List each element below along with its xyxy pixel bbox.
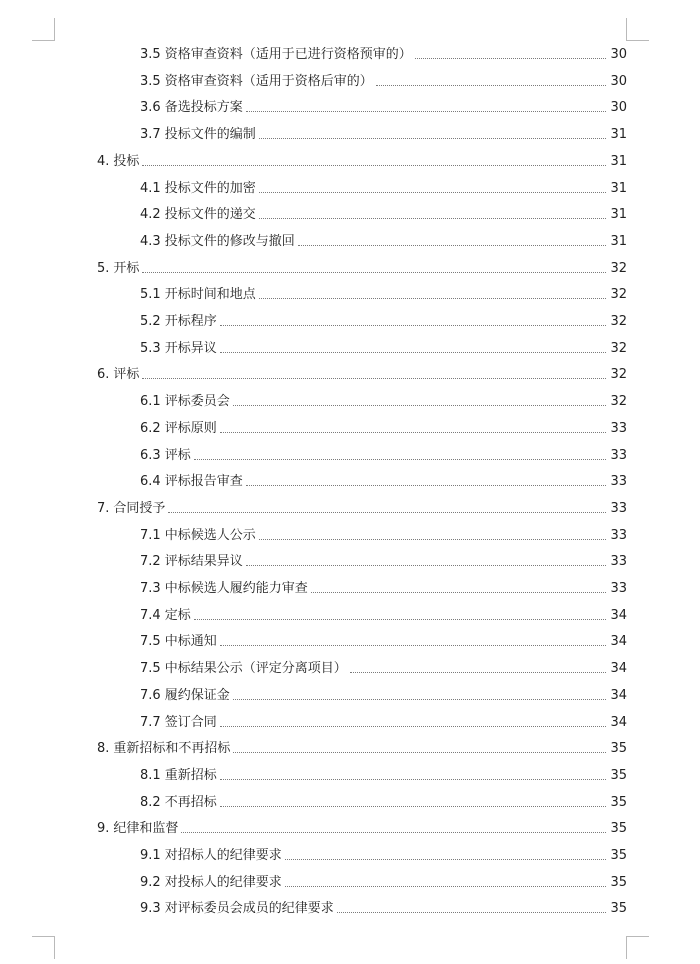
toc-subsection-entry[interactable]	[140, 657, 627, 677]
toc-dot-leader	[233, 699, 607, 700]
toc-entry-number: 9.3	[140, 901, 161, 917]
toc-entry-number: 5.1	[140, 287, 161, 303]
toc-entry-number: 4.3	[140, 233, 161, 249]
toc-entry-page-number: 31	[610, 127, 627, 143]
page-corner-mark-bottom-left	[32, 936, 55, 959]
toc-entry-number: 4.	[97, 153, 110, 169]
toc-dot-leader	[259, 298, 607, 299]
toc-entry-title: 履约保证金	[164, 687, 230, 703]
toc-entry-number: 8.	[97, 741, 110, 757]
toc-dot-leader	[285, 886, 607, 887]
toc-entry-number: 7.5	[140, 661, 161, 677]
toc-dot-leader	[376, 85, 607, 86]
toc-entry-title: 中标候选人公示	[164, 527, 256, 543]
toc-entry-page-number: 33	[610, 527, 627, 543]
toc-subsection-entry[interactable]	[140, 791, 627, 811]
toc-entry-page-number: 34	[610, 661, 627, 677]
toc-entry-title: 投标文件的修改与撤回	[164, 233, 295, 249]
toc-entry-page-number: 33	[610, 581, 627, 596]
toc-entry-page-number: 32	[610, 314, 627, 329]
toc-entry-page-number: 34	[610, 634, 627, 650]
toc-entry-title: 纪律和监督	[113, 821, 179, 837]
toc-entry-number: 3.7	[140, 127, 161, 143]
toc-subsection-entry[interactable]	[140, 604, 627, 624]
toc-dot-leader	[415, 58, 607, 59]
toc-section-entry[interactable]	[97, 257, 627, 277]
toc-entry-title: 签订合同	[164, 714, 217, 730]
toc-dot-leader	[298, 245, 607, 246]
toc-subsection-entry[interactable]	[140, 177, 627, 197]
toc-entry-title: 评标	[164, 447, 191, 463]
toc-entry-title: 中标结果公示（评定分离项目）	[164, 661, 347, 677]
toc-entry-page-number: 32	[610, 367, 627, 383]
toc-entry-number: 9.1	[140, 848, 161, 863]
toc-entry-page-number: 35	[610, 767, 627, 783]
toc-entry-number: 4.1	[140, 180, 161, 196]
toc-entry-page-number: 30	[610, 100, 627, 116]
toc-subsection-entry[interactable]	[140, 417, 627, 437]
toc-entry-number: 6.4	[140, 474, 161, 490]
toc-dot-leader	[259, 192, 607, 193]
toc-entry-page-number: 35	[610, 874, 627, 890]
toc-entry-title: 开标程序	[164, 314, 217, 329]
toc-entry-number: 7.	[97, 500, 110, 516]
toc-subsection-entry[interactable]	[140, 390, 627, 410]
toc-dot-leader	[259, 539, 607, 540]
toc-subsection-entry[interactable]	[140, 337, 627, 357]
toc-dot-leader	[246, 565, 607, 566]
toc-entry-title: 投标文件的加密	[164, 180, 256, 196]
toc-entry-title: 对投标人的纪律要求	[164, 874, 282, 890]
toc-subsection-entry[interactable]	[140, 577, 627, 597]
toc-entry-title: 对评标委员会成员的纪律要求	[164, 901, 334, 917]
toc-entry-title: 投标文件的递交	[164, 207, 256, 223]
toc-dot-leader	[350, 672, 607, 673]
toc-dot-leader	[259, 138, 607, 139]
toc-entry-page-number: 32	[610, 340, 627, 356]
toc-entry-number: 9.2	[140, 874, 161, 890]
toc-entry-number: 3.5	[140, 47, 161, 62]
toc-entry-page-number: 35	[610, 901, 627, 917]
toc-entry-page-number: 35	[610, 794, 627, 810]
toc-section-entry[interactable]	[97, 817, 627, 837]
toc-entry-number: 7.1	[140, 527, 161, 543]
toc-entry-page-number: 35	[610, 741, 627, 757]
toc-entry-number: 4.2	[140, 207, 161, 223]
toc-dot-leader	[220, 325, 607, 326]
toc-entry-title: 评标	[113, 367, 140, 383]
toc-dot-leader	[181, 832, 606, 833]
toc-subsection-entry[interactable]	[140, 550, 627, 570]
toc-entry-title: 中标通知	[164, 634, 217, 650]
toc-subsection-entry[interactable]	[140, 470, 627, 490]
toc-entry-page-number: 31	[610, 207, 627, 223]
toc-subsection-entry[interactable]	[140, 684, 627, 704]
toc-entry-number: 3.5	[140, 73, 161, 89]
toc-dot-leader	[220, 726, 607, 727]
toc-entry-number: 8.1	[140, 767, 161, 783]
toc-subsection-entry[interactable]	[140, 43, 627, 63]
toc-subsection-entry[interactable]	[140, 871, 627, 891]
toc-dot-leader	[142, 378, 606, 379]
toc-subsection-entry[interactable]	[140, 444, 627, 464]
toc-section-entry[interactable]	[97, 737, 627, 757]
toc-entry-number: 7.5	[140, 634, 161, 650]
toc-subsection-entry[interactable]	[140, 96, 627, 116]
toc-subsection-entry[interactable]	[140, 844, 627, 864]
toc-dot-leader	[246, 485, 607, 486]
toc-entry-number: 6.	[97, 367, 110, 383]
toc-dot-leader	[194, 619, 607, 620]
toc-entry-number: 9.	[97, 821, 110, 837]
toc-entry-page-number: 32	[610, 394, 627, 410]
toc-dot-leader	[142, 165, 606, 166]
toc-entry-number: 6.2	[140, 420, 161, 436]
toc-entry-page-number: 35	[610, 848, 627, 863]
toc-entry-page-number: 34	[610, 714, 627, 730]
toc-entry-page-number: 33	[610, 420, 627, 436]
toc-dot-leader	[220, 352, 607, 353]
toc-entry-title: 开标	[113, 260, 140, 276]
toc-entry-page-number: 31	[610, 233, 627, 249]
toc-entry-title: 评标报告审查	[164, 474, 243, 490]
toc-entry-title: 不再招标	[164, 794, 217, 810]
toc-entry-title: 评标委员会	[164, 394, 230, 410]
toc-entry-number: 5.2	[140, 314, 161, 329]
toc-entry-page-number: 33	[610, 447, 627, 463]
toc-entry-title: 对招标人的纪律要求	[164, 848, 282, 863]
toc-entry-page-number: 34	[610, 687, 627, 703]
toc-section-entry[interactable]	[97, 497, 627, 517]
toc-dot-leader	[285, 859, 607, 860]
toc-dot-leader	[142, 272, 606, 273]
toc-dot-leader	[337, 912, 607, 913]
toc-subsection-entry[interactable]	[140, 897, 627, 917]
toc-subsection-entry[interactable]	[140, 123, 627, 143]
toc-entry-number: 7.2	[140, 554, 161, 570]
toc-subsection-entry[interactable]	[140, 310, 627, 330]
toc-entry-title: 评标结果异议	[164, 554, 243, 570]
toc-dot-leader	[220, 779, 607, 780]
toc-entry-title: 开标时间和地点	[164, 287, 256, 303]
toc-entry-number: 7.4	[140, 607, 161, 623]
toc-subsection-entry[interactable]	[140, 70, 627, 90]
toc-entry-title: 重新招标和不再招标	[113, 741, 231, 757]
toc-entry-page-number: 32	[610, 260, 627, 276]
toc-entry-title: 定标	[164, 607, 191, 623]
toc-entry-number: 7.7	[140, 714, 161, 730]
toc-dot-leader	[220, 432, 607, 433]
toc-entry-page-number: 31	[610, 153, 627, 169]
toc-dot-leader	[220, 645, 607, 646]
toc-dot-leader	[259, 218, 607, 219]
toc-entry-page-number: 30	[610, 73, 627, 89]
toc-subsection-entry[interactable]	[140, 630, 627, 650]
toc-entry-page-number: 33	[610, 500, 627, 516]
toc-dot-leader	[233, 752, 606, 753]
toc-dot-leader	[168, 512, 606, 513]
toc-entry-title: 资格审查资料（适用于已进行资格预审的）	[164, 47, 412, 62]
page-corner-mark-bottom-right	[626, 936, 649, 959]
toc-dot-leader	[220, 806, 607, 807]
toc-entry-page-number: 33	[610, 474, 627, 490]
toc-dot-leader	[311, 592, 607, 593]
toc-subsection-entry[interactable]	[140, 764, 627, 784]
toc-entry-title: 中标候选人履约能力审查	[164, 581, 308, 596]
toc-entry-title: 资格审查资料（适用于资格后审的）	[164, 73, 373, 89]
toc-entry-number: 7.6	[140, 687, 161, 703]
toc-entry-title: 备选投标方案	[164, 100, 243, 116]
toc-entry-number: 8.2	[140, 794, 161, 810]
toc-dot-leader	[246, 111, 607, 112]
toc-entry-title: 合同授予	[113, 500, 166, 516]
toc-entry-number: 5.3	[140, 340, 161, 356]
toc-dot-leader	[194, 459, 607, 460]
toc-entry-title: 重新招标	[164, 767, 217, 783]
toc-entry-number: 6.1	[140, 394, 161, 410]
toc-entry-page-number: 31	[610, 180, 627, 196]
toc-entry-number: 5.	[97, 260, 110, 276]
toc-section-entry[interactable]	[97, 363, 627, 383]
toc-entry-page-number: 34	[610, 607, 627, 623]
page-corner-mark-top-right	[626, 18, 649, 41]
toc-entry-page-number: 35	[610, 821, 627, 837]
toc-subsection-entry[interactable]	[140, 230, 627, 250]
toc-entry-number: 6.3	[140, 447, 161, 463]
toc-entry-number: 7.3	[140, 581, 161, 596]
toc-entry-title: 投标文件的编制	[164, 127, 256, 143]
toc-entry-page-number: 30	[610, 47, 627, 62]
toc-entry-title: 投标	[113, 153, 140, 169]
toc-entry-page-number: 32	[610, 287, 627, 303]
toc-entry-number: 3.6	[140, 100, 161, 116]
page-corner-mark-top-left	[32, 18, 55, 41]
toc-subsection-entry[interactable]	[140, 203, 627, 223]
toc-subsection-entry[interactable]	[140, 524, 627, 544]
toc-entry-page-number: 33	[610, 554, 627, 570]
toc-subsection-entry[interactable]	[140, 283, 627, 303]
toc-entry-title: 评标原则	[164, 420, 217, 436]
toc-subsection-entry[interactable]	[140, 711, 627, 731]
toc-entry-title: 开标异议	[164, 340, 217, 356]
toc-dot-leader	[233, 405, 607, 406]
toc-section-entry[interactable]	[97, 150, 627, 170]
